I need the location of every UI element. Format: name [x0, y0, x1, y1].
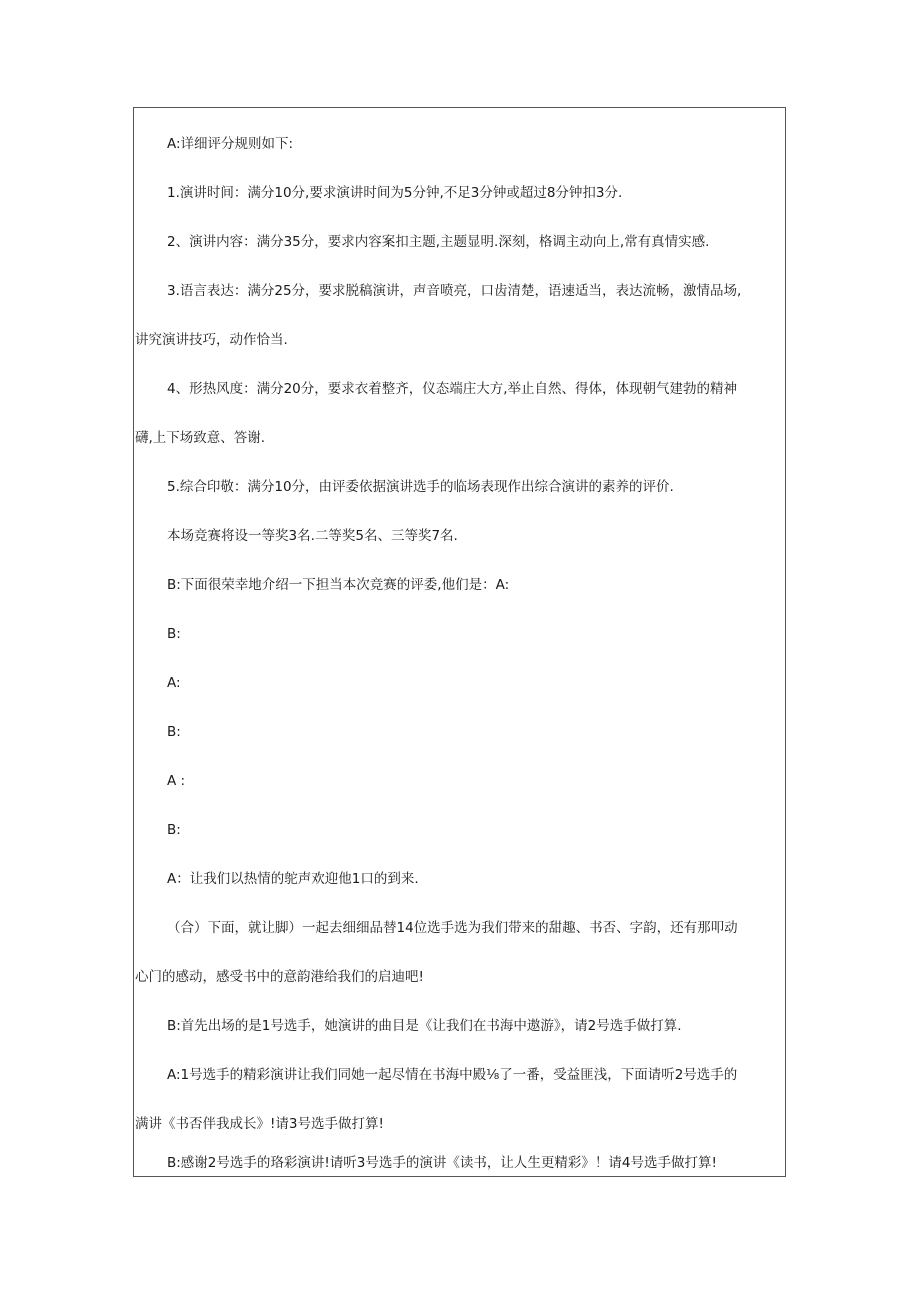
awards-line: 本场竞赛将设一等奖3名.二等奖5名、三等奖7名.: [167, 528, 458, 544]
rule-language-expression-cont: 讲究演讲技巧，动作恰当.: [135, 332, 288, 348]
rule-speech-content: 2、演讲内容：满分35分，要求内容案扣主题,主题显明.深刻，格调主动向上,常有真情实感.: [167, 234, 710, 250]
rule-overall-impression: 5.综合印敬：满分10分，由评委依据演讲选手的临场表现作出综合演讲的素养的评价.: [167, 479, 674, 495]
judges-intro: B:下面很荣幸地介绍一下担当本次竞赛的评委,他们是：A:: [167, 577, 510, 593]
document-frame: [133, 107, 786, 1177]
rule-language-expression: 3.语言表达：满分25分，要求脱稿演讲，声音喷亮，口齿清楚，语速适当，表达流畅，激情品场,: [167, 283, 742, 299]
together-intro-line: （合）下面，就让脚）一起去细细品替14位选手选为我们带来的甜趣、书否、字韵，还有那叩动: [167, 920, 738, 936]
contestant-1-intro: B:首先出场的是1号选手，她演讲的曲目是《让我们在书海中遨游》，请2号选手做打算.: [167, 1018, 682, 1034]
speaker-line: A :: [167, 773, 186, 789]
rule-appearance-cont: 礴,上下场致意、答谢.: [135, 430, 266, 446]
welcome-applause-line: A：让我们以热情的鸵声欢迎他1口的到来.: [167, 871, 419, 887]
speaker-line: B:: [167, 724, 181, 740]
contestant-3-intro: B:感谢2号选手的珞彩演讲!请听3号选手的演讲《读书，让人生更精彩》！请4号选手做打算!: [167, 1155, 717, 1171]
speaker-line: B:: [167, 626, 181, 642]
scoring-rules-intro: A:详细评分规则如下:: [167, 136, 294, 152]
speaker-line: A:: [167, 675, 181, 691]
contestant-2-intro-cont: 满讲《书否伴我成长》!请3号选手做打算!: [135, 1116, 384, 1132]
speaker-line: B:: [167, 822, 181, 838]
rule-speech-time: 1.演讲时间：满分10分,要求演讲时间为5分钟,不足3分钟或超过8分钟扣3分.: [167, 185, 623, 201]
rule-appearance: 4、形热风度：满分20分，要求衣着整齐，仪态端庄大方,举止自然、得体，体现朝气建勃的精神: [167, 381, 738, 397]
together-intro-cont: 心门的感动，感受书中的意韵港给我们的启迪吧!: [135, 969, 424, 985]
contestant-2-intro: A:1号选手的精彩演讲让我们同她一起尽情在书海中殿⅛了一番，受益匪浅，下面请听2号选手的: [167, 1067, 738, 1083]
